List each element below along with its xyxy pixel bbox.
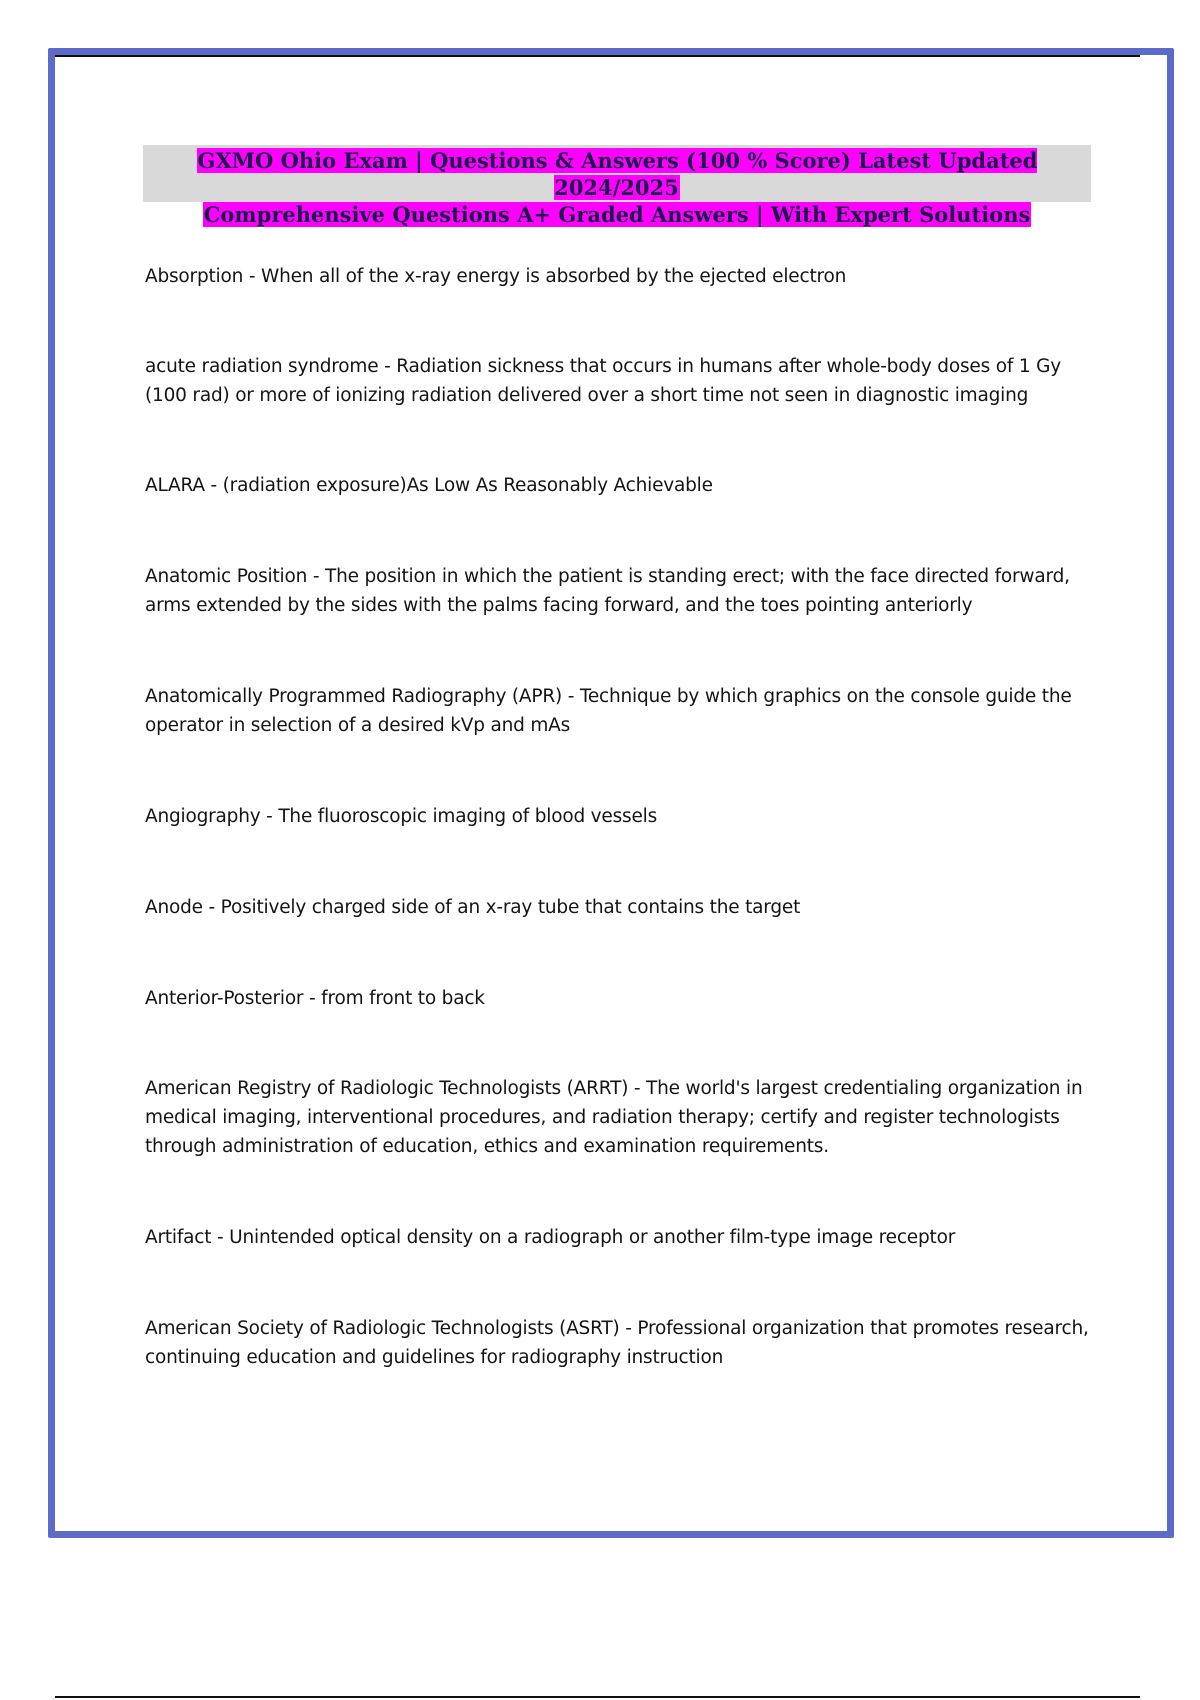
entry-anterior-posterior: Anterior-Posterior - from front to back — [145, 988, 485, 1009]
entry-acute-radiation-syndrome: acute radiation syndrome - Radiation sickness that occurs in humans after whole-body doses of 1 Gy (100 rad) or more of ionizing radiation delivered over a short time not seen in diagnostic imaging — [145, 356, 1061, 406]
entry-anode: Anode - Positively charged side of an x-ray tube that contains the target — [145, 897, 801, 918]
entry-arrt: American Registry of Radiologic Technologists (ARRT) - The world's largest credentialing organization in medical imaging, interventional procedures, and radiation therapy; certify and register technologists through administration of education, ethics and examination requirements. — [145, 1078, 1083, 1157]
entry-anatomic-position: Anatomic Position - The position in which the patient is standing erect; with the face directed forward, arms extended by the sides with the palms facing forward, and the toes pointing anteriorly — [145, 566, 1070, 616]
entry-apr: Anatomically Programmed Radiography (APR) - Technique by which graphics on the console guide the operator in selection of a desired kVp and mAs — [145, 686, 1072, 736]
entry-artifact: Artifact - Unintended optical density on a radiograph or another film-type image receptor — [145, 1227, 956, 1248]
entry-asrt: American Society of Radiologic Technologists (ASRT) - Professional organization that promotes research, continuing education and guidelines for radiography instruction — [145, 1318, 1089, 1368]
entry-angiography: Angiography - The fluoroscopic imaging of blood vessels — [145, 806, 658, 827]
bottom-divider — [55, 1696, 1140, 1698]
entry-absorption: Absorption - When all of the x-ray energy is absorbed by the ejected electron — [145, 266, 847, 287]
entry-alara: ALARA - (radiation exposure)As Low As Reasonably Achievable — [145, 475, 713, 496]
top-divider — [55, 55, 1140, 57]
document-title — [143, 145, 1091, 227]
title-line-2: Comprehensive Questions A+ Graded Answers | With Expert Solutions — [203, 202, 1031, 227]
title-line-1: GXMO Ohio Exam | Questions & Answers (100 % Score) Latest Updated 2024/2025 — [197, 148, 1038, 200]
